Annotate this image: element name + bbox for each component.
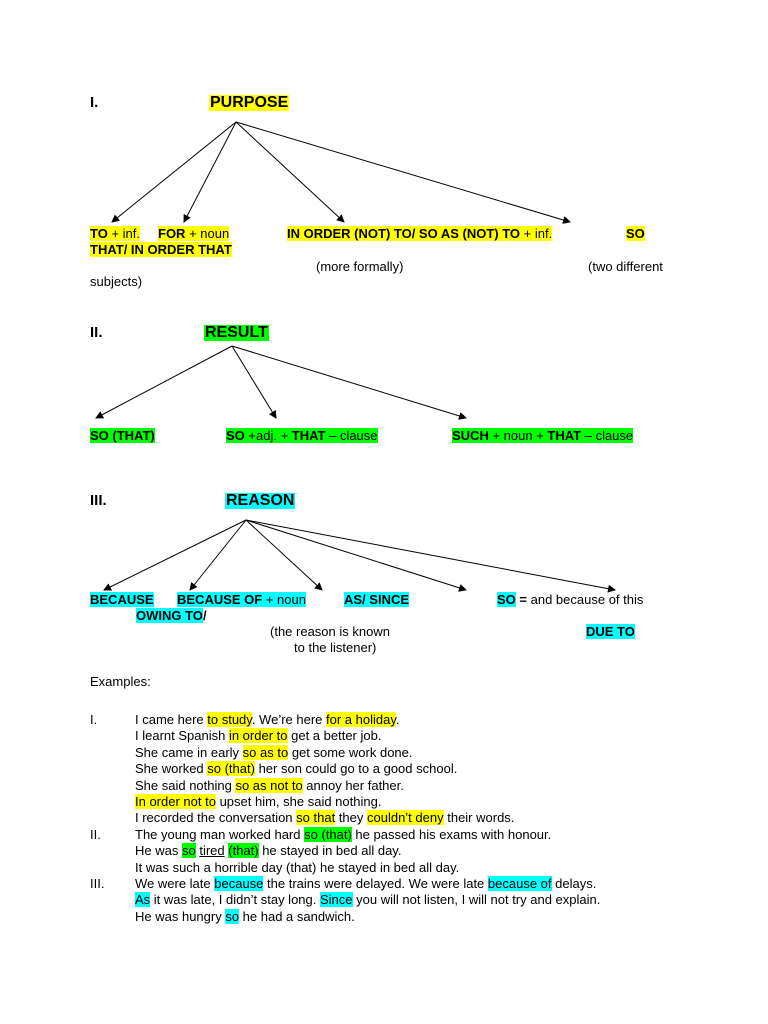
result-so-that: SO (THAT): [90, 428, 155, 443]
result-numeral: II.: [90, 324, 103, 341]
reason-due-to: DUE TO: [586, 624, 635, 639]
result-arrow-1: [96, 346, 232, 418]
example-text: In order not to upset him, she said nothing.: [135, 793, 382, 809]
purpose-subjects-note: subjects): [90, 274, 143, 289]
example-text: It was such a horrible day (that) he stayed in bed all day.: [135, 859, 460, 875]
reason-so-equals: SO = and because of this: [497, 592, 644, 607]
reason-because: BECAUSE: [90, 592, 154, 607]
reason-arrow-3: [246, 520, 322, 590]
purpose-that-in-order-that: THAT/ IN ORDER THAT: [90, 242, 232, 257]
purpose-numeral: I.: [90, 94, 99, 111]
purpose-two-different-note: (two different: [588, 259, 663, 274]
reason-because-of: BECAUSE OF + noun: [177, 592, 306, 607]
result-so-adj-that: SO +adj. + THAT – clause: [226, 428, 378, 443]
reason-arrow-5: [246, 520, 615, 590]
example-text: He was so tired (that) he stayed in bed all day.: [135, 843, 402, 859]
purpose-arrow-3: [236, 122, 344, 222]
purpose-title: PURPOSE: [210, 94, 289, 111]
result-arrow-3: [232, 346, 466, 418]
reason-owing-to: OWING TO/: [136, 608, 207, 623]
purpose-in-order-to: IN ORDER (NOT) TO/ SO AS (NOT) TO + inf.: [287, 226, 553, 241]
example-number: I.: [90, 712, 98, 727]
result-arrow-2: [232, 346, 276, 418]
example-number: III.: [90, 875, 105, 891]
purpose-arrow-2: [184, 122, 236, 222]
reason-title: REASON: [226, 492, 295, 509]
result-such-noun-that: SUCH + noun + THAT – clause: [452, 428, 634, 443]
example-text: I came here to study. We’re here for a holiday.: [135, 712, 400, 727]
purpose-for: FOR + noun: [158, 226, 230, 241]
purpose-so: SO: [626, 226, 645, 241]
reason-arrow-2: [190, 520, 246, 590]
examples-label: Examples:: [90, 674, 151, 689]
reason-arrow-1: [104, 520, 246, 590]
example-text: The young man worked hard so (that) he passed his exams with honour.: [135, 826, 552, 842]
example-text: She worked so (that) her son could go to a good school.: [135, 761, 458, 777]
example-text: I learnt Spanish in order to get a better job.: [135, 728, 382, 744]
reason-known-note-2: to the listener): [294, 640, 377, 655]
example-text: As it was late, I didn’t stay long. Since you will not listen, I will not try and explain.: [135, 892, 601, 908]
reason-numeral: III.: [90, 492, 107, 509]
purpose-arrow-1: [112, 122, 236, 222]
example-text: I recorded the conversation so that they couldn’t deny their words.: [135, 810, 515, 826]
example-text: She said nothing so as not to annoy her father.: [135, 777, 404, 793]
reason-as-since: AS/ SINCE: [344, 592, 410, 607]
example-text: She came in early so as to get some work done.: [135, 744, 413, 760]
example-text: We were late because the trains were delayed. We were late because of delays.: [135, 875, 597, 891]
example-text: He was hungry so he had a sandwich.: [135, 908, 355, 924]
purpose-to: TO + inf.: [90, 226, 140, 241]
reason-known-note-1: (the reason is known: [270, 624, 390, 639]
purpose-arrow-4: [236, 122, 570, 222]
purpose-formally-note: (more formally): [316, 259, 404, 274]
result-title: RESULT: [205, 324, 268, 341]
example-number: II.: [90, 826, 101, 842]
